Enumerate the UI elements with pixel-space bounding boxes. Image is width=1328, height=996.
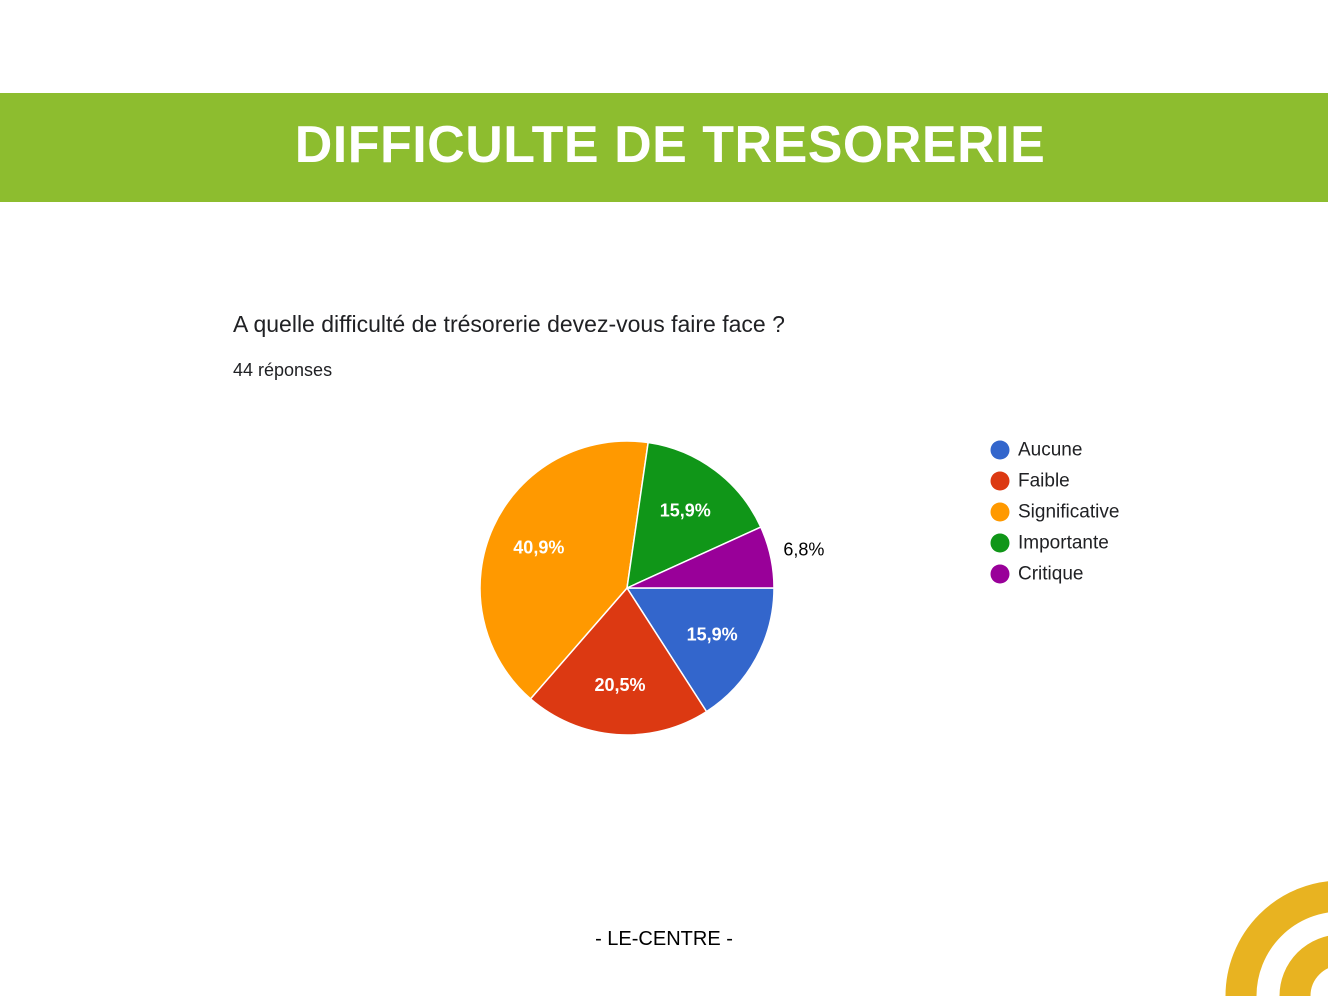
slice-label-faible: 20,5% (594, 674, 646, 695)
legend-label-significative: Significative (1018, 501, 1120, 523)
logo-arc-inner (1295, 950, 1328, 996)
legend-label-critique: Critique (1018, 563, 1084, 585)
slice-label-importante: 15,9% (659, 500, 711, 521)
slide-title: DIFFICULTE DE TRESORERIE (294, 116, 1046, 174)
slice-label-significative: 40,9% (513, 537, 565, 558)
slide-footer: - LE-CENTRE - (595, 928, 733, 950)
legend-label-aucune: Aucune (1018, 439, 1083, 461)
slice-label-critique: 6,8% (783, 539, 825, 560)
slice-label-aucune: 15,9% (686, 624, 738, 645)
legend-label-importante: Importante (1018, 532, 1109, 554)
response-count: 44 réponses (233, 360, 333, 380)
legend-label-faible: Faible (1018, 470, 1070, 492)
question-title: A quelle difficulté de trésorerie devez-vous faire face ? (233, 311, 785, 337)
